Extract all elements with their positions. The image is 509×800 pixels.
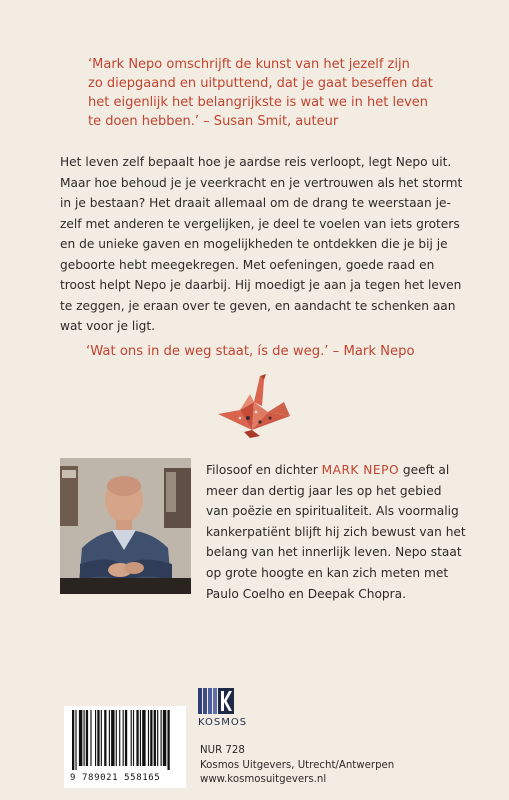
quote-line: te doen hebben.’ – Susan Smit, auteur	[88, 114, 339, 129]
bio-line: Paulo Coelho en Deepak Chopra.	[206, 586, 407, 601]
barcode-bar	[123, 710, 124, 766]
barcode-bar	[109, 710, 110, 766]
barcode-bar	[154, 710, 156, 766]
blurb-line: te zeggen, je eraan over te geven, en aandacht te schenken aan	[60, 298, 456, 313]
barcode-bar	[90, 710, 91, 766]
blurb-line: wat voor je ligt.	[60, 319, 156, 333]
blurb-line: Maar hoe behoud je je veerkracht en je vertrouwen als het stormt	[60, 175, 463, 190]
author-name: MARK NEPO	[321, 463, 400, 477]
barcode-bar	[86, 710, 88, 766]
author-photo	[60, 458, 191, 594]
barcode-bar	[119, 710, 120, 766]
pull-quote-middle: ‘Wat ons in de weg staat, ís de weg.’ – Mark Nepo	[86, 344, 415, 359]
imprint-info	[200, 744, 394, 788]
barcode-bar	[163, 710, 166, 766]
nur-code: NUR 728	[200, 745, 245, 756]
kosmos-logo-icon	[198, 688, 234, 714]
barcode-bar	[133, 710, 134, 766]
barcode-bar	[140, 710, 141, 766]
barcode-bar	[116, 710, 117, 766]
barcode-bar	[142, 710, 145, 766]
bio-suffix: geeft al	[399, 463, 450, 477]
blurb-paragraph	[60, 152, 470, 337]
bio-line: meer dan dertig jaar les op het gebied	[206, 483, 442, 498]
bio-line	[206, 460, 476, 481]
barcode-bar	[72, 710, 74, 770]
barcode-bar	[101, 710, 102, 766]
quote-line: het eigenlijk het belangrijkste is wat we in het leven	[88, 95, 429, 110]
bio-line: belang van het innerlijk leven. Nepo staat	[206, 545, 462, 560]
barcode-bar	[104, 710, 106, 766]
publisher-logo	[198, 688, 248, 736]
blurb-line: in je bestaan? Het draait allemaal om de drang te weerstaan je-	[60, 196, 451, 210]
quote-line: ‘Mark Nepo omschrijft de kunst van het jezelf zijn	[88, 57, 410, 72]
barcode-bar	[161, 710, 162, 766]
publisher-logo-text: KOSMOS	[198, 717, 248, 728]
barcode-bar	[97, 710, 99, 766]
blurb-line: en de unieke gaven en mogelijkheden te ontdekken die je bij je	[60, 237, 448, 251]
barcode-bar	[131, 710, 132, 766]
barcode-bar	[111, 710, 114, 766]
bio-line: van poëzie en spiritualiteit. Als voormalig	[206, 504, 459, 519]
barcode-bar	[150, 710, 152, 766]
barcode-bar	[148, 710, 149, 766]
barcode-bar	[84, 710, 85, 766]
barcode-bar	[75, 710, 76, 770]
barcode-bar	[167, 710, 169, 770]
publisher-name: Kosmos Uitgevers, Utrecht/Antwerpen	[200, 759, 395, 771]
publisher-website: www.kosmosuitgevers.nl	[200, 774, 327, 785]
barcode-bar	[79, 710, 82, 766]
barcode-bar	[157, 710, 158, 766]
blurb-line: troost helpt Nepo je daarbij. Hij moedigt je aan ja tegen het leven	[60, 278, 462, 292]
blurb-line: Het leven zelf bepaalt hoe je aardse reis verloopt, legt Nepo uit.	[60, 155, 452, 169]
barcode-bar	[125, 710, 127, 766]
bio-prefix: Filosoof en dichter	[206, 463, 322, 477]
barcode-bar	[136, 710, 138, 766]
quote-line: zo diepgaand en uitputtend, dat je gaat beseffen dat	[88, 76, 433, 91]
origami-crane-illustration	[210, 372, 295, 452]
pull-quote-top	[88, 55, 458, 131]
blurb-line: zelf met anderen te vergelijken, je deel te voelen van iets groters	[60, 216, 460, 231]
barcode-number: 9 789021 558165	[70, 773, 161, 783]
bio-line: op grote hoogte en kan zich meten met	[206, 565, 449, 580]
bio-line: kankerpatiënt blijft hij zich bewust van het	[206, 524, 466, 539]
barcode-bar	[95, 710, 96, 766]
author-bio	[206, 460, 476, 604]
blurb-line: geboorte hebt meegekregen. Met oefeningen, goede raad en	[60, 257, 435, 272]
